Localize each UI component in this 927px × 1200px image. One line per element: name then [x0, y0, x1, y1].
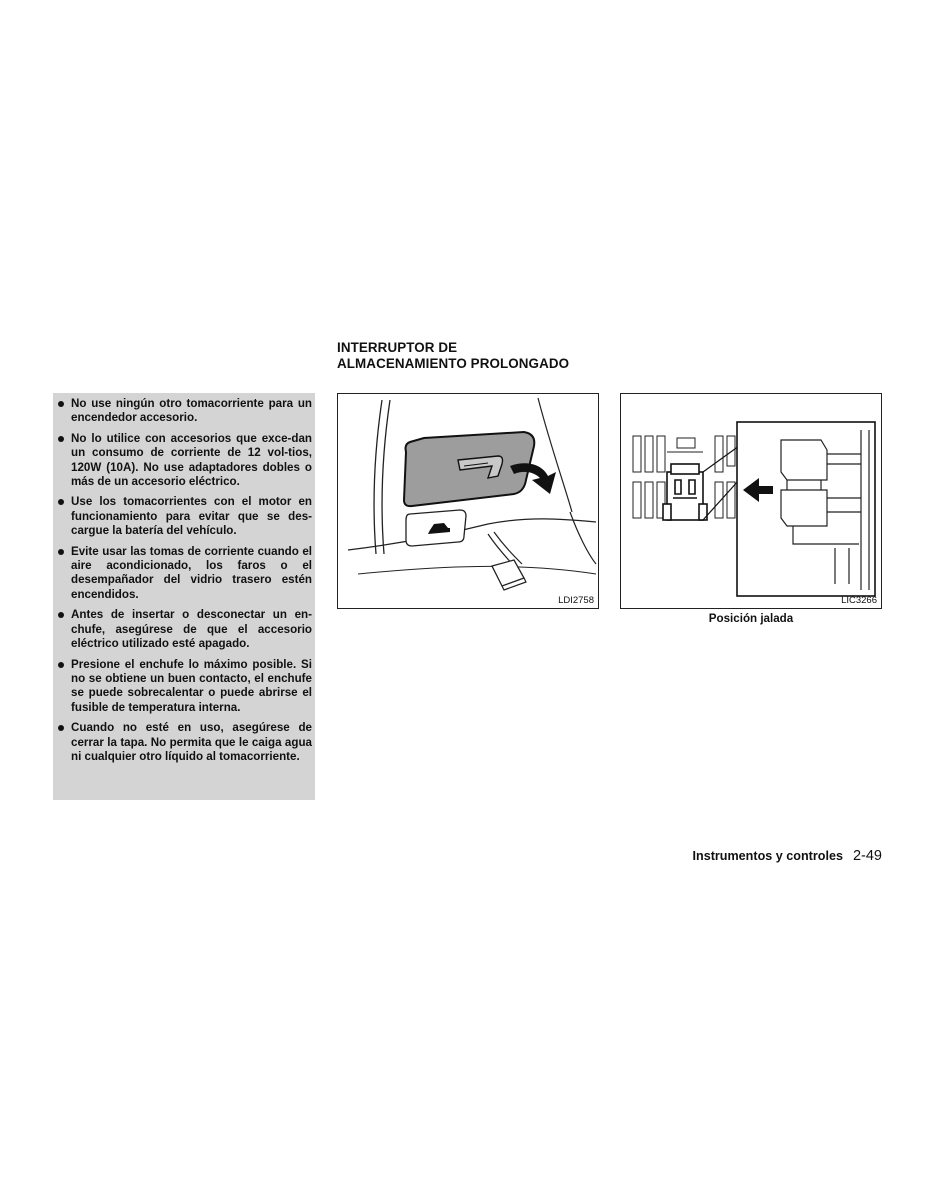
- storage-switch: [663, 464, 707, 520]
- figure-caption: Posición jalada: [708, 612, 794, 625]
- footer-section-name: Instrumentos y controles: [692, 849, 843, 863]
- section-title-line1: INTERRUPTOR DE: [337, 340, 458, 355]
- caution-item: Evite usar las tomas de corriente cuando el aire acondicionado, los faros o el desempañador del vidrio trasero estén encendidos.: [57, 545, 312, 603]
- caution-item: No use ningún otro tomacorriente para un encendedor accesorio.: [57, 397, 312, 426]
- zoom-box: [737, 422, 875, 596]
- figure-id-label: LIC3266: [841, 595, 877, 606]
- page-number: 2-49: [852, 848, 882, 864]
- glovebox-figure: [337, 393, 599, 609]
- bullet-icon: [58, 499, 64, 505]
- fuse-figure: [620, 393, 882, 609]
- caution-list: [57, 397, 312, 764]
- caution-item: No lo utilice con accesorios que exce-dan un consumo de corriente de 12 vol-tios, 120W (10A). No use adaptadores dobles o más de un accesorio eléctrico.: [57, 432, 312, 490]
- bullet-icon: [58, 662, 64, 668]
- caution-item: Presione el enchufe lo máximo posible. Si no se obtiene un buen contacto, el enchufe se puede sobrecalentar o puede abrirse el fusible de temperatura interna.: [57, 658, 312, 716]
- bullet-icon: [58, 401, 64, 407]
- bullet-icon: [58, 725, 64, 731]
- bullet-icon: [58, 436, 64, 442]
- section-title: [337, 340, 569, 372]
- caution-box: [53, 393, 315, 800]
- caution-item: Antes de insertar o desconectar un en-chufe, asegúrese de que el accesorio eléctrico utilizado esté apagado.: [57, 608, 312, 651]
- glovebox-illustration: [338, 394, 598, 608]
- figure-id-label: LDI2758: [558, 595, 594, 606]
- bullet-icon: [58, 612, 64, 618]
- pedal: [492, 560, 524, 586]
- caution-item: Cuando no esté en uso, asegúrese de cerrar la tapa. No permita que le caiga agua ni cualquier otro líquido al tomacorriente.: [57, 721, 312, 764]
- fuse-illustration: [621, 394, 881, 608]
- bullet-icon: [58, 549, 64, 555]
- caution-item: Use los tomacorrientes con el motor en funcionamiento para evitar que se des-cargue la batería del vehículo.: [57, 495, 312, 538]
- section-title-line2: ALMACENAMIENTO PROLONGADO: [337, 356, 570, 371]
- page-footer: [693, 848, 883, 864]
